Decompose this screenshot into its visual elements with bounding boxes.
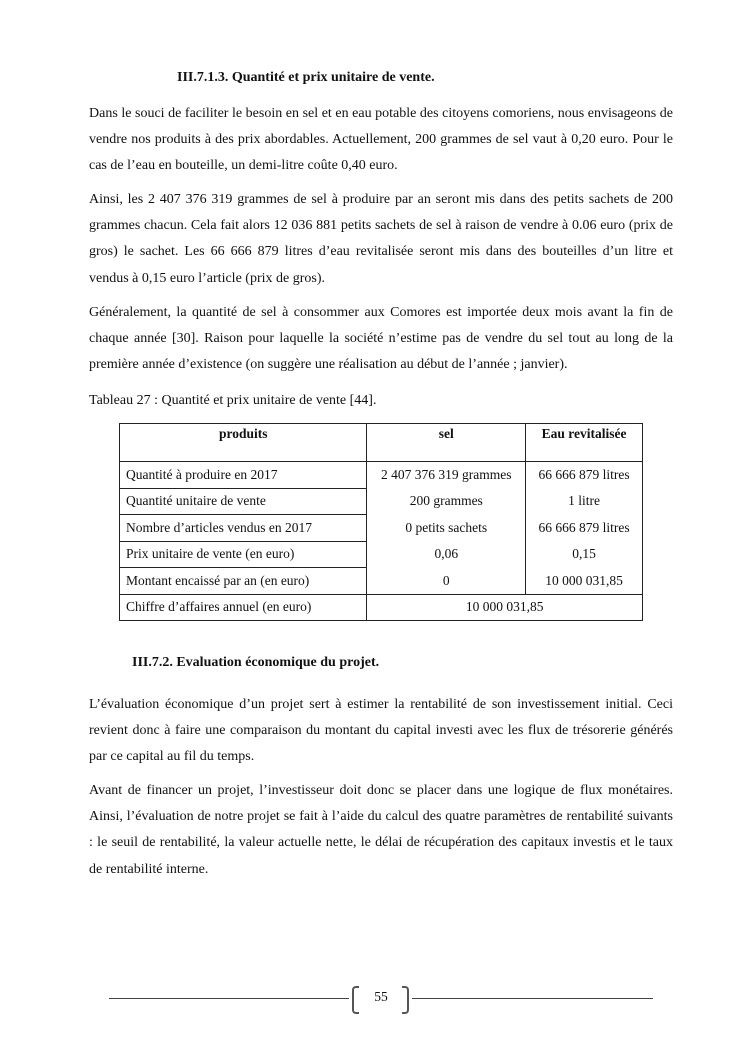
paragraph-2: Ainsi, les 2 407 376 319 grammes de sel à produire par an seront mis dans des petits sachets de 200 grammes chacun. Cela fait alors 12 036 881 petits sachets de sel à raison de vendre à 0.06 euro (prix de gros) le sachet. Les 66 666 879 litres d’eau revitalisée seront mis dans des bouteilles d’un litre et vendus à 0,15 euro l’article (prix de gros). xyxy=(89,192,673,286)
footer-bracket-left xyxy=(352,986,359,1014)
header-salt: sel xyxy=(367,424,526,462)
total-label: Chiffre d’affaires annuel (en euro) xyxy=(120,594,367,621)
table-caption: Tableau 27 : Quantité et prix unitaire de vente [44]. xyxy=(89,393,377,408)
row-label: Quantité unitaire de vente xyxy=(120,488,367,515)
table-total-row xyxy=(120,594,643,621)
paragraph-4: L’évaluation économique d’un projet sert à estimer la rentabilité de son investissement initial. Ceci revient donc à faire une comparaison du montant du capital investi avec les flux de trésorerie générés par ce capital au fil du temps. xyxy=(89,697,673,765)
page-number: 55 xyxy=(374,989,388,1004)
paragraph-1: Dans le souci de faciliter le besoin en sel et en eau potable des citoyens comoriens, nous envisageons de vendre nos produits à des prix abordables. Actuellement, 200 grammes de sel vaut à 0,20 euro. Pour le cas de l’eau en bouteille, un demi-litre coûte 0,40 euro. xyxy=(89,106,673,174)
row-label: Nombre d’articles vendus en 2017 xyxy=(120,515,367,542)
row-label: Prix unitaire de vente (en euro) xyxy=(120,541,367,568)
water-value: 10 000 031,85 xyxy=(526,568,643,595)
salt-value: 0,06 xyxy=(367,541,526,568)
water-value: 66 666 879 litres xyxy=(526,462,643,489)
salt-value: 200 grammes xyxy=(367,488,526,515)
salt-value: 0 xyxy=(367,568,526,595)
table-row xyxy=(120,488,643,515)
paragraph-5: Avant de financer un projet, l’investisseur doit donc se placer dans une logique de flux monétaires. Ainsi, l’évaluation de notre projet se fait à l’aide du calcul des quatre paramètres de rentabilité suivants : le seuil de rentabilité, la valeur actuelle nette, le délai de récupération des capitaux investis et le taux de rentabilité interne. xyxy=(89,783,673,877)
header-products: produits xyxy=(120,424,367,462)
row-label: Quantité à produire en 2017 xyxy=(120,462,367,489)
footer-bracket-right xyxy=(402,986,409,1014)
total-value: 10 000 031,85 xyxy=(367,594,643,621)
footer-rule-right xyxy=(412,998,653,999)
section-heading-3: III.7.1.3. Quantité et prix unitaire de vente. xyxy=(177,70,435,85)
row-label: Montant encaissé par an (en euro) xyxy=(120,568,367,595)
sales-table xyxy=(119,423,643,621)
footer-rule-left xyxy=(109,998,349,999)
table-row xyxy=(120,541,643,568)
paragraph-3: Généralement, la quantité de sel à consommer aux Comores est importée deux mois avant la fin de chaque année [30]. Raison pour laquelle la société n’estime pas de vendre du sel tout au long de la première année d’existence (on suggère une réalisation au début de l’année ; janvier). xyxy=(89,305,673,373)
salt-value: 2 407 376 319 grammes xyxy=(367,462,526,489)
water-value: 1 litre xyxy=(526,488,643,515)
section-heading-2: III.7.2. Evaluation économique du projet. xyxy=(132,655,380,670)
table-header-row xyxy=(120,424,643,462)
table-row xyxy=(120,515,643,542)
water-value: 0,15 xyxy=(526,541,643,568)
table-row xyxy=(120,462,643,489)
table-row xyxy=(120,568,643,595)
header-water: Eau revitalisée xyxy=(526,424,643,462)
water-value: 66 666 879 litres xyxy=(526,515,643,542)
salt-value: 0 petits sachets xyxy=(367,515,526,542)
